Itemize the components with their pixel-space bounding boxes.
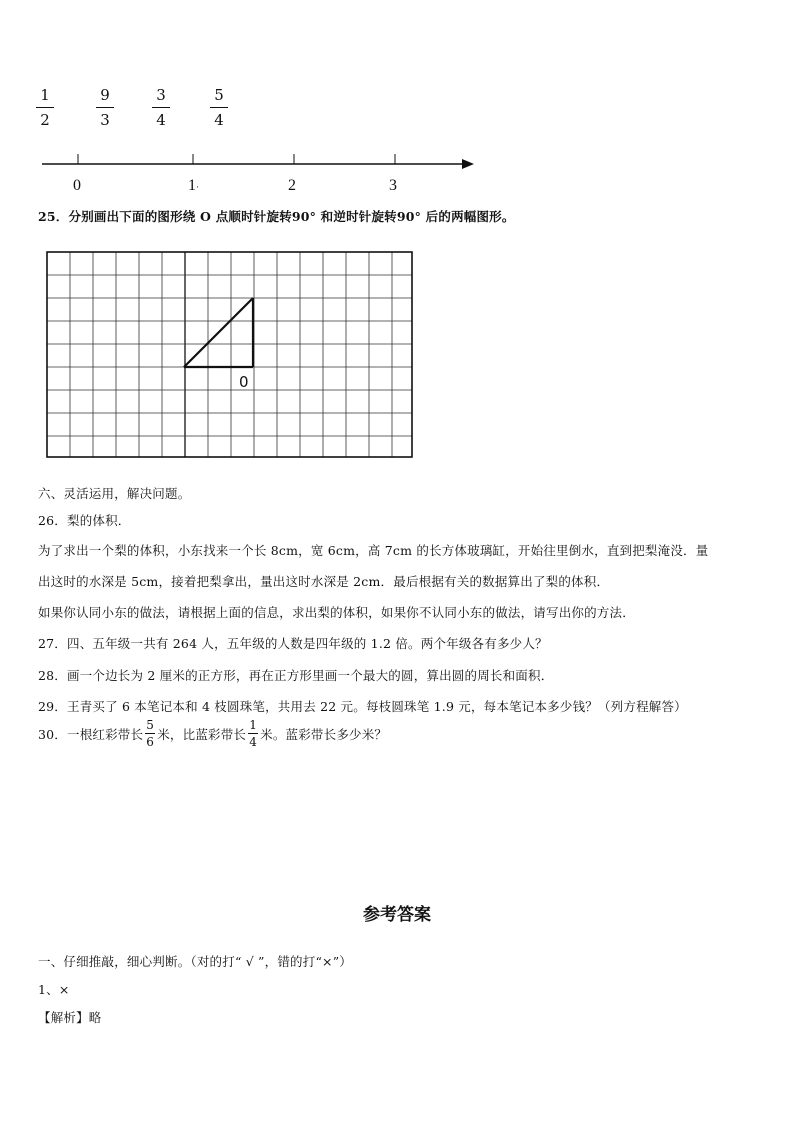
question-26-title: 26．梨的体积． xyxy=(38,513,131,528)
fraction-1-2: 1 2 xyxy=(35,88,55,128)
question-26-line-1: 为了求出一个梨的体积，小东找来一个长 8cm，宽 6cm，高 7cm 的长方体玻璃缸，开始往里倒水，直到把梨淹没．量 xyxy=(38,543,709,558)
fraction-5-4: 5 4 xyxy=(209,88,229,128)
number-line-label-1: 1· xyxy=(188,177,199,194)
number-line xyxy=(38,150,478,170)
section-6-heading: 六、灵活运用，解决问题。 xyxy=(38,486,191,501)
fraction-5-6: $\frac{5}{6}$ xyxy=(146,718,155,749)
question-29: 29．王青买了 6 本笔记本和 4 枝圆珠笔，共用去 22 元。每枝圆珠笔 1.9 元，每本笔记本多少钱？（列方程解答） xyxy=(38,699,687,714)
rotation-grid xyxy=(46,251,414,459)
answer-1: 1、× xyxy=(38,982,70,997)
question-28: 28．画一个边长为 2 厘米的正方形，再在正方形里画一个最大的圆，算出圆的周长和面积． xyxy=(38,668,554,683)
question-30: 30．一根红彩带长 $\frac{5}{6}$ 米，比蓝彩带长 $\frac{1}{4}$ 米。蓝彩带长多少米？ xyxy=(38,718,388,749)
question-26-line-3: 如果你认同小东的做法，请根据上面的信息，求出梨的体积，如果你不认同小东的做法，请写出你的方法． xyxy=(38,605,635,620)
analysis-label: 【解析】略 xyxy=(38,1010,102,1025)
fraction-9-3: 9 3 xyxy=(95,88,115,128)
question-25: 25．分别画出下面的图形绕 O 点顺时针旋转90° 和逆时针旋转90° 后的两幅图形。 xyxy=(38,209,515,224)
point-o-label: 0 xyxy=(239,373,249,391)
fraction-3-4: 3 4 xyxy=(151,88,171,128)
number-line-label-3: 3 xyxy=(389,177,397,194)
answer-title: 参考答案 xyxy=(363,905,431,925)
fraction-1-4: $\frac{1}{4}$ xyxy=(249,718,258,749)
number-line-label-0: 0 xyxy=(73,177,81,194)
question-27: 27．四、五年级一共有 264 人，五年级的人数是四年级的 1.2 倍。两个年级各有多少人？ xyxy=(38,636,548,651)
triangle-hypotenuse xyxy=(184,298,253,367)
question-26-line-2: 出这时的水深是 5cm，接着把梨拿出，量出这时水深是 2cm．最后根据有关的数据算出了梨的体积． xyxy=(38,574,610,589)
number-line-label-2: 2 xyxy=(288,177,296,194)
answer-section-1: 一、仔细推敲，细心判断。（对的打“ √ ”，错的打“×”） xyxy=(38,954,352,969)
